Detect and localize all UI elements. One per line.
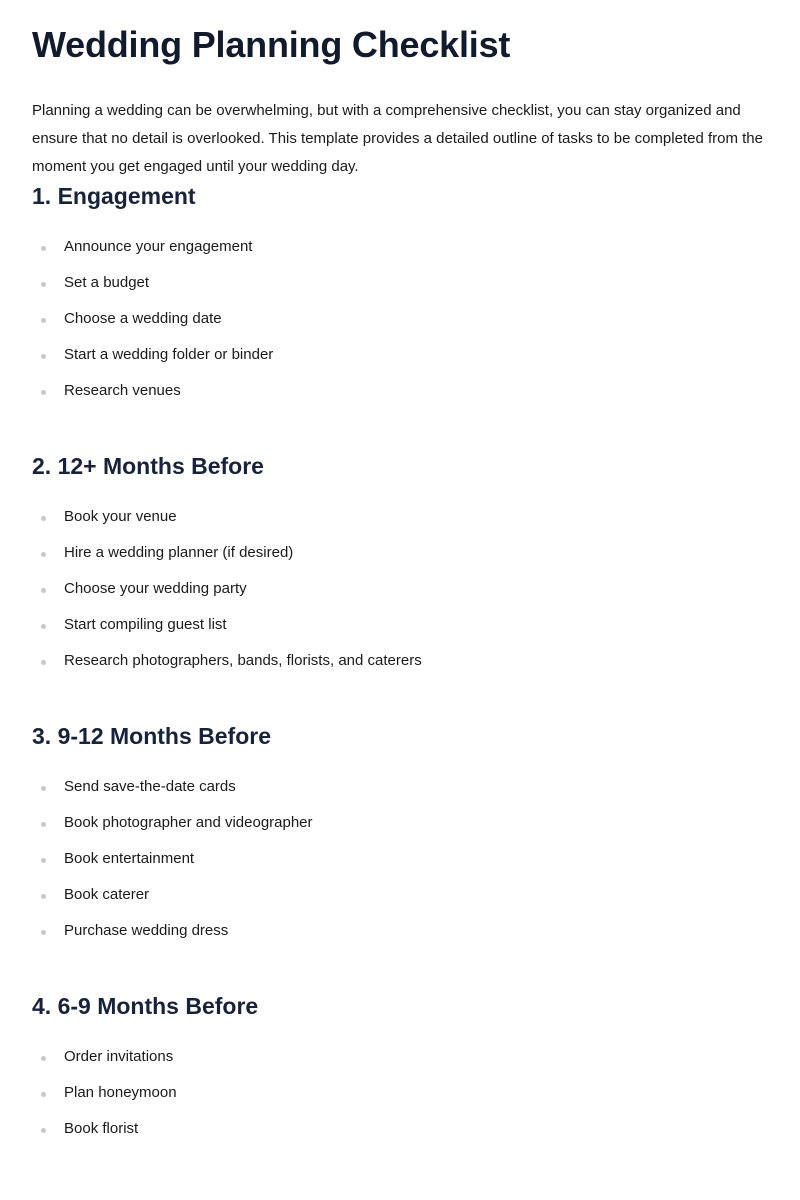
task-list	[32, 235, 768, 403]
section-heading: 4. 6-9 Months Before	[32, 993, 259, 1019]
bullet-icon	[41, 624, 46, 629]
section-heading: 1. Engagement	[32, 183, 196, 209]
bullet-icon	[41, 354, 46, 359]
task-item	[32, 919, 768, 943]
task-item	[32, 1045, 768, 1069]
bullet-icon	[41, 588, 46, 593]
bullet-icon	[41, 660, 46, 665]
task-item	[32, 1117, 768, 1141]
bullet-icon	[41, 930, 46, 935]
task-label: Send save-the-date cards	[64, 778, 236, 795]
bullet-icon	[41, 1056, 46, 1061]
bullet-icon	[41, 516, 46, 521]
task-item	[32, 883, 768, 907]
bullet-icon	[41, 894, 46, 899]
task-item	[32, 343, 768, 367]
section-heading: 3. 9-12 Months Before	[32, 723, 271, 749]
checklist-section	[32, 181, 768, 403]
task-item	[32, 307, 768, 331]
page-title: Wedding Planning Checklist	[32, 24, 511, 65]
task-label: Book photographer and videographer	[64, 814, 313, 831]
task-label: Purchase wedding dress	[64, 922, 229, 939]
task-item	[32, 613, 768, 637]
bullet-icon	[41, 858, 46, 863]
task-label: Research venues	[64, 382, 181, 399]
task-item	[32, 577, 768, 601]
task-label: Set a budget	[64, 274, 150, 291]
bullet-icon	[41, 552, 46, 557]
task-label: Book caterer	[64, 886, 150, 903]
task-item	[32, 379, 768, 403]
task-item	[32, 235, 768, 259]
task-list	[32, 775, 768, 943]
bullet-icon	[41, 282, 46, 287]
task-label: Book florist	[64, 1120, 139, 1137]
bullet-icon	[41, 246, 46, 251]
bullet-icon	[41, 786, 46, 791]
task-label: Choose your wedding party	[64, 580, 247, 597]
checklist-sections	[32, 181, 768, 1141]
task-item	[32, 541, 768, 565]
checklist-section	[32, 991, 768, 1141]
task-label: Announce your engagement	[64, 238, 253, 255]
task-label: Start compiling guest list	[64, 616, 227, 633]
section-heading: 2. 12+ Months Before	[32, 453, 264, 479]
task-item	[32, 1081, 768, 1105]
task-label: Plan honeymoon	[64, 1084, 177, 1101]
task-item	[32, 505, 768, 529]
task-label: Book entertainment	[64, 850, 195, 867]
task-label: Book your venue	[64, 508, 177, 525]
task-item	[32, 649, 768, 673]
task-list	[32, 1045, 768, 1141]
bullet-icon	[41, 390, 46, 395]
task-list	[32, 505, 768, 673]
task-item	[32, 811, 768, 835]
bullet-icon	[41, 822, 46, 827]
bullet-icon	[41, 1092, 46, 1097]
task-item	[32, 271, 768, 295]
task-label: Start a wedding folder or binder	[64, 346, 274, 363]
task-label: Research photographers, bands, florists, and caterers	[64, 652, 422, 669]
intro-paragraph: Planning a wedding can be overwhelming, but with a comprehensive checklist, you can stay organized and ensure that no detail is overlooked. This template provides a detailed outline of tasks to be completed from the moment you get engaged until your wedding day.	[32, 102, 763, 175]
task-label: Order invitations	[64, 1048, 174, 1065]
bullet-icon	[41, 1128, 46, 1133]
task-item	[32, 847, 768, 871]
checklist-section	[32, 451, 768, 673]
bullet-icon	[41, 318, 46, 323]
task-item	[32, 775, 768, 799]
task-label: Hire a wedding planner (if desired)	[64, 544, 294, 561]
checklist-section	[32, 721, 768, 943]
task-label: Choose a wedding date	[64, 310, 222, 327]
